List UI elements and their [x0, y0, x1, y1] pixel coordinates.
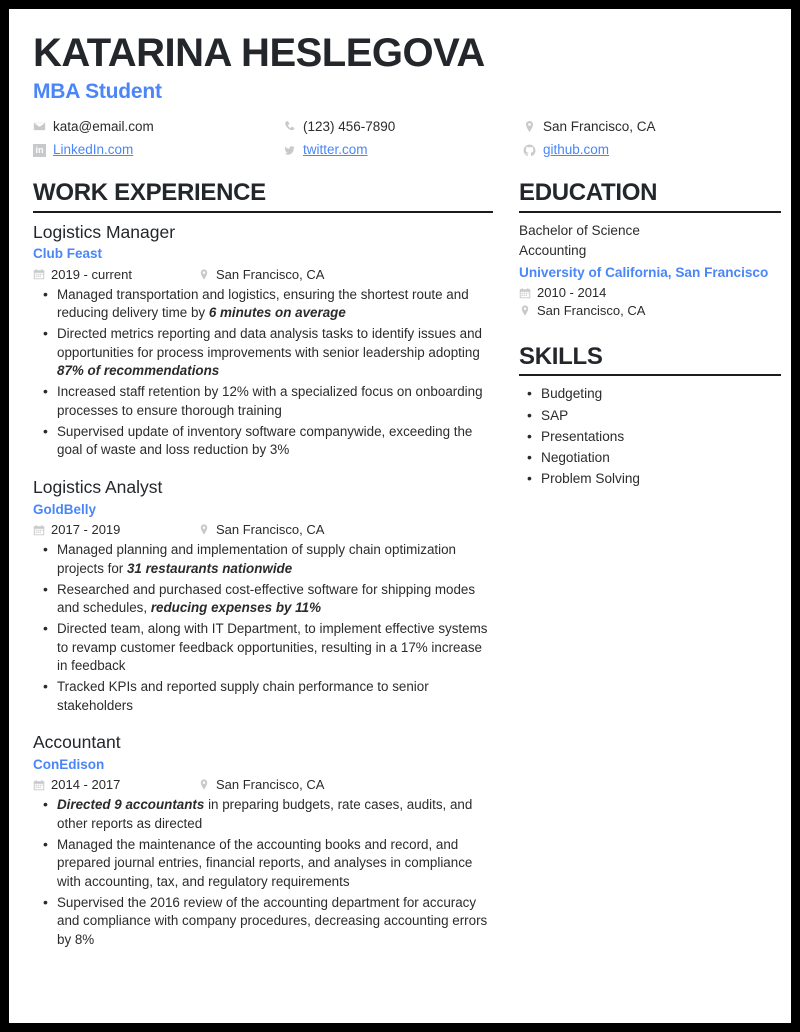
work-experience-entry — [33, 731, 493, 949]
map-pin-icon — [523, 120, 536, 133]
job-title: Logistics Analyst — [33, 476, 163, 497]
contact-linkedin[interactable] — [33, 142, 283, 158]
github-icon — [523, 144, 536, 157]
calendar-icon — [519, 286, 531, 299]
resume-header — [33, 31, 777, 158]
map-pin-icon — [519, 304, 531, 317]
education-section-rule — [519, 211, 781, 213]
job-location — [198, 777, 324, 792]
calendar-icon — [33, 268, 45, 281]
phone-icon — [283, 120, 296, 133]
calendar-icon — [33, 523, 45, 536]
job-location — [198, 267, 324, 282]
job-title: Accountant — [33, 732, 121, 753]
education-location-text: San Francisco, CA — [537, 303, 646, 319]
job-bullet: • Supervised update of inventory software companywide, exceeding the goal of waste and loss reduction by 3% — [33, 423, 493, 460]
job-bullet-list — [33, 286, 493, 460]
contact-phone-text: (123) 456-7890 — [303, 118, 396, 134]
job-location-text: San Francisco, CA — [216, 266, 325, 282]
skill-item: • Negotiation — [519, 448, 781, 468]
job-dates-text: 2019 - current — [51, 266, 132, 282]
job-company: ConEdison — [33, 756, 105, 772]
contact-linkedin-link[interactable]: LinkedIn.com — [53, 141, 134, 157]
map-pin-icon — [198, 778, 210, 791]
job-company: Club Feast — [33, 246, 103, 262]
job-location-text: San Francisco, CA — [216, 522, 325, 538]
skill-item: • Problem Solving — [519, 469, 781, 489]
education-list — [519, 221, 781, 319]
job-title: Logistics Manager — [33, 221, 176, 242]
skill-item: • SAP — [519, 406, 781, 426]
envelope-icon — [33, 120, 46, 133]
job-bullet: • Managed transportation and logistics, ensuring the shortest route and reducing delivery time by 6 minutes on average — [33, 286, 493, 323]
job-company: GoldBelly — [33, 501, 97, 517]
resume-page — [9, 9, 791, 1023]
skills-section-rule — [519, 374, 781, 376]
skill-item: • Budgeting — [519, 384, 781, 404]
candidate-role: MBA Student — [33, 79, 162, 103]
job-dates-text: 2014 - 2017 — [51, 777, 121, 793]
job-bullet: • Directed team, along with IT Department, to implement effective systems to revamp customer feedback opportunities, resulting in a 17% increase in feedback — [33, 620, 493, 676]
job-location — [198, 522, 324, 537]
work-experience-entry — [33, 476, 493, 715]
skills-section — [519, 344, 781, 489]
job-bullet: • Managed the maintenance of the accounting books and record, and prepared journal entries, financial reports, and analyses in compliance with accounting, tax, and regulatory requirements — [33, 836, 493, 892]
job-meta — [33, 777, 493, 792]
contact-github[interactable] — [523, 142, 777, 158]
education-field: Accounting — [519, 242, 587, 258]
map-pin-icon — [198, 523, 210, 536]
job-bullet: • Researched and purchased cost-effective software for shipping modes and schedules, reducing expenses by 11% — [33, 581, 493, 618]
job-bullet-list — [33, 796, 493, 949]
job-bullet: • Increased staff retention by 12% with a specialized focus on onboarding processes to ensure thorough training — [33, 383, 493, 420]
job-bullet: • Managed planning and implementation of supply chain optimization projects for 31 restaurants nationwide — [33, 541, 493, 578]
calendar-icon — [33, 778, 45, 791]
job-bullet: • Directed metrics reporting and data analysis tasks to identify issues and opportunities for process improvements with senior leadership adopting 87% of recommendations — [33, 325, 493, 381]
job-dates — [33, 522, 198, 537]
education-dates — [519, 285, 781, 300]
education-location — [519, 303, 781, 318]
work-section-rule — [33, 211, 493, 213]
linkedin-icon: in — [33, 144, 46, 157]
job-meta — [33, 522, 493, 537]
job-meta — [33, 267, 493, 282]
candidate-name: KATARINA HESLEGOVA — [33, 31, 485, 75]
contact-location-text: San Francisco, CA — [543, 118, 656, 134]
job-bullet: • Directed 9 accountants in preparing budgets, rate cases, audits, and other reports as directed — [33, 796, 493, 833]
contact-email-text: kata@email.com — [53, 118, 154, 134]
contact-location — [523, 119, 777, 135]
education-degree: Bachelor of Science — [519, 222, 640, 238]
skill-item: • Presentations — [519, 427, 781, 447]
education-dates-text: 2010 - 2014 — [537, 285, 607, 301]
contact-github-link[interactable]: github.com — [543, 141, 610, 157]
education-entry — [519, 221, 781, 319]
left-column — [33, 180, 493, 952]
job-bullet-list — [33, 541, 493, 715]
contact-email — [33, 119, 283, 135]
contact-grid — [33, 119, 777, 158]
twitter-icon — [283, 144, 296, 157]
job-bullet: • Tracked KPIs and reported supply chain performance to senior stakeholders — [33, 678, 493, 715]
job-location-text: San Francisco, CA — [216, 777, 325, 793]
contact-phone — [283, 119, 523, 135]
education-section-title: EDUCATION — [519, 179, 658, 207]
skills-list — [519, 384, 781, 489]
job-bullet: • Supervised the 2016 review of the accounting department for accuracy and compliance with company procedures, decreasing accounting errors by 8% — [33, 894, 493, 950]
job-dates — [33, 777, 198, 792]
job-dates — [33, 267, 198, 282]
education-school: University of California, San Francisco — [519, 264, 769, 280]
contact-twitter-link[interactable]: twitter.com — [303, 141, 368, 157]
contact-twitter[interactable] — [283, 142, 523, 158]
work-experience-entry — [33, 221, 493, 460]
work-section-title: WORK EXPERIENCE — [33, 179, 266, 207]
skills-section-title: SKILLS — [519, 343, 603, 371]
right-column — [519, 180, 781, 490]
map-pin-icon — [198, 268, 210, 281]
resume-body — [33, 180, 777, 952]
job-dates-text: 2017 - 2019 — [51, 522, 121, 538]
work-experience-list — [33, 221, 493, 950]
